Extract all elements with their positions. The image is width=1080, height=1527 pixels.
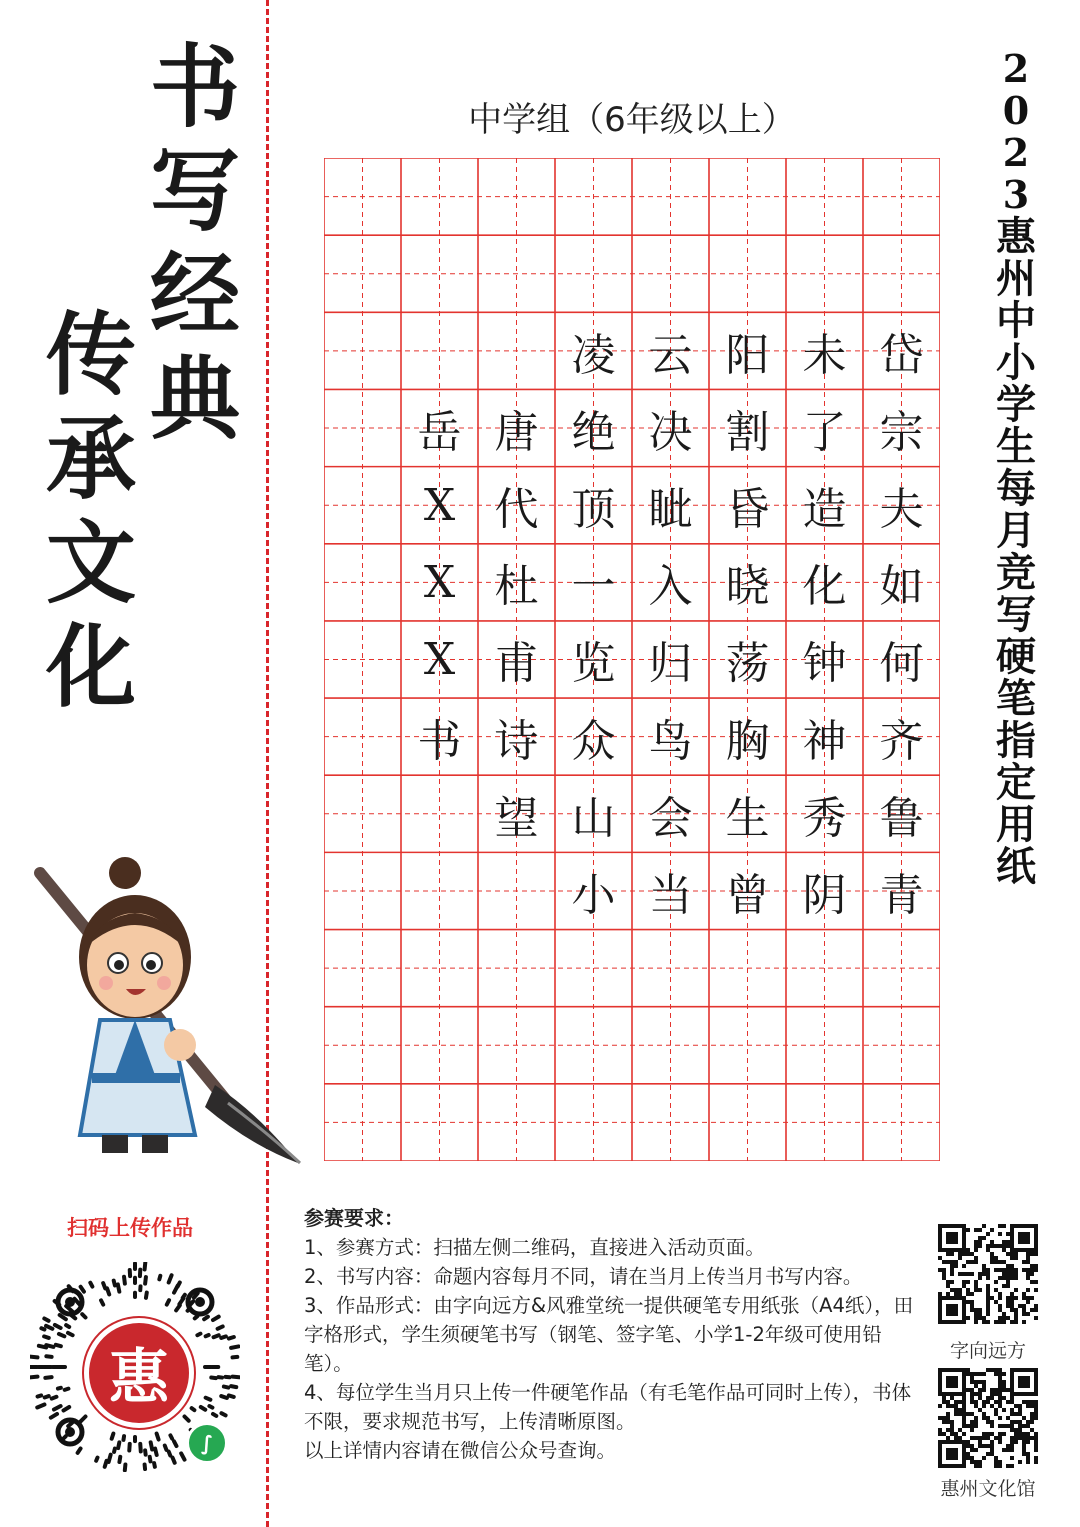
- grid-char: 绝: [571, 407, 616, 459]
- slogan-column-right: [150, 34, 240, 452]
- requirements-section: [304, 1204, 924, 1465]
- year-digit: 3: [1002, 172, 1030, 217]
- grid-char: 荡: [725, 638, 770, 690]
- grid-char: 钟: [802, 638, 847, 690]
- grid-char: 何: [879, 638, 924, 690]
- grid-char: 阳: [725, 329, 770, 381]
- grid-char: 杜: [494, 561, 539, 613]
- grid-char: 决: [648, 407, 693, 459]
- grid-char: 神: [802, 715, 847, 767]
- child-with-brush-illustration: [30, 845, 305, 1165]
- grid-char: 一: [571, 561, 616, 613]
- grid-char: 代: [494, 484, 539, 536]
- page-title: 中学组（6年级以上）: [468, 100, 796, 140]
- title-char: 生: [996, 423, 1036, 470]
- slogan-column-left: [46, 302, 136, 720]
- grid-char: 众: [571, 715, 616, 767]
- grid-char: 阴: [802, 869, 847, 921]
- hui-logo-badge: 惠: [84, 1318, 194, 1428]
- slogan-char: 写: [150, 138, 240, 244]
- grid-char: 凌: [571, 329, 616, 381]
- grid-char: 顶: [571, 484, 616, 536]
- grid-char: 山: [571, 792, 616, 844]
- title-char: 州: [996, 255, 1036, 302]
- grid-char: 生: [725, 792, 770, 844]
- grid-char: X: [423, 633, 456, 685]
- grid-char: 了: [802, 407, 847, 459]
- grid-char: X: [423, 479, 456, 531]
- grid-char: 化: [802, 561, 847, 613]
- grid-char: 归: [648, 638, 693, 690]
- grid-char: 鸟: [648, 715, 693, 767]
- slogan-char: 典: [150, 346, 240, 452]
- grid-char: 曾: [725, 869, 770, 921]
- requirement-item: 2、书写内容：命题内容每月不同，请在当月上传当月书写内容。: [304, 1265, 863, 1288]
- grid-char: X: [423, 556, 456, 608]
- title-char: 每: [996, 465, 1036, 512]
- grid-char: 割: [725, 407, 770, 459]
- grid-char: 眦: [648, 484, 693, 536]
- slogan-char: 传: [46, 302, 136, 408]
- title-char: 指: [996, 717, 1036, 764]
- title-char: 小: [996, 339, 1036, 386]
- vertical-dashed-divider: [266, 0, 269, 1527]
- title-char: 用: [996, 801, 1036, 848]
- grid-char: 诗: [494, 715, 539, 767]
- grid-char: 望: [494, 792, 539, 844]
- mini-program-icon: ∫: [186, 1422, 228, 1464]
- qr-label-bottom: 惠州文化馆: [940, 1478, 1036, 1500]
- title-char: 月: [996, 507, 1036, 554]
- grid-char: 齐: [879, 715, 924, 767]
- grid-char: 秀: [802, 792, 847, 844]
- grid-char: 唐: [494, 407, 539, 459]
- slogan-char: 经: [150, 242, 240, 348]
- slogan-char: 承: [46, 406, 136, 512]
- title-char: 笔: [996, 675, 1036, 722]
- year-digit: 2: [1002, 46, 1030, 91]
- zixiangyuanfang-qr-code[interactable]: [938, 1224, 1038, 1324]
- qr-label-top: 字向远方: [949, 1340, 1026, 1362]
- grid-char: 夫: [879, 484, 924, 536]
- requirements-title: 参赛要求：: [304, 1206, 404, 1230]
- title-char: 硬: [996, 633, 1036, 680]
- slogan-char: 化: [46, 614, 136, 720]
- vertical-title: [992, 48, 1040, 888]
- title-char: 写: [996, 591, 1036, 638]
- grid-char: 晓: [725, 561, 770, 613]
- requirement-item: 1、参赛方式：扫描左侧二维码，直接进入活动页面。: [304, 1236, 765, 1259]
- grid-char: 会: [648, 792, 693, 844]
- year-digit: 0: [1002, 88, 1030, 133]
- grid-char: 如: [879, 561, 924, 613]
- huizhou-culture-center-qr-code[interactable]: [938, 1368, 1038, 1468]
- slogan-char: 文: [46, 510, 136, 616]
- year-digit: 2: [1002, 130, 1030, 175]
- title-char: 定: [996, 759, 1036, 806]
- grid-char: 书: [417, 715, 462, 767]
- title-char: 中: [996, 297, 1036, 344]
- grid-char: 岱: [879, 329, 924, 381]
- grid-char: 当: [648, 869, 693, 921]
- grid-char: 造: [802, 484, 847, 536]
- grid-char: 胸: [725, 715, 770, 767]
- grid-char: 昏: [725, 484, 770, 536]
- grid-char: 甫: [494, 638, 539, 690]
- grid-char: 青: [879, 869, 924, 921]
- grid-char: 岳: [417, 407, 462, 459]
- grid-char: 览: [571, 638, 616, 690]
- title-char: 学: [996, 381, 1036, 428]
- title-chars: [996, 213, 1036, 890]
- grid-char: 云: [648, 329, 693, 381]
- title-char: 惠: [996, 213, 1036, 260]
- requirement-item: 4、每位学生当月只上传一件硬笔作品（有毛笔作品可同时上传），书体不限，要求规范书写，上传清晰原图。: [304, 1381, 912, 1433]
- title-char: 纸: [996, 843, 1036, 890]
- requirement-item: 3、作品形式：由字向远方&风雅堂统一提供硬笔专用纸张（A4纸），田字格形式，学生须硬笔书写（钢笔、签字笔、小学1-2年级可使用铅笔）。: [304, 1294, 914, 1375]
- grid-char: 宗: [879, 407, 924, 459]
- requirement-item: 以上详情内容请在微信公众号查询。: [304, 1439, 617, 1462]
- title-char: 竞: [996, 549, 1036, 596]
- grid-char: 未: [802, 329, 847, 381]
- grid-char: 入: [648, 561, 693, 613]
- writing-grid: [324, 158, 940, 1161]
- grid-char: 鲁: [879, 792, 924, 844]
- grid-char: 小: [571, 869, 616, 921]
- slogan-char: 书: [150, 34, 240, 140]
- scan-upload-title: 扫码上传作品: [67, 1216, 193, 1240]
